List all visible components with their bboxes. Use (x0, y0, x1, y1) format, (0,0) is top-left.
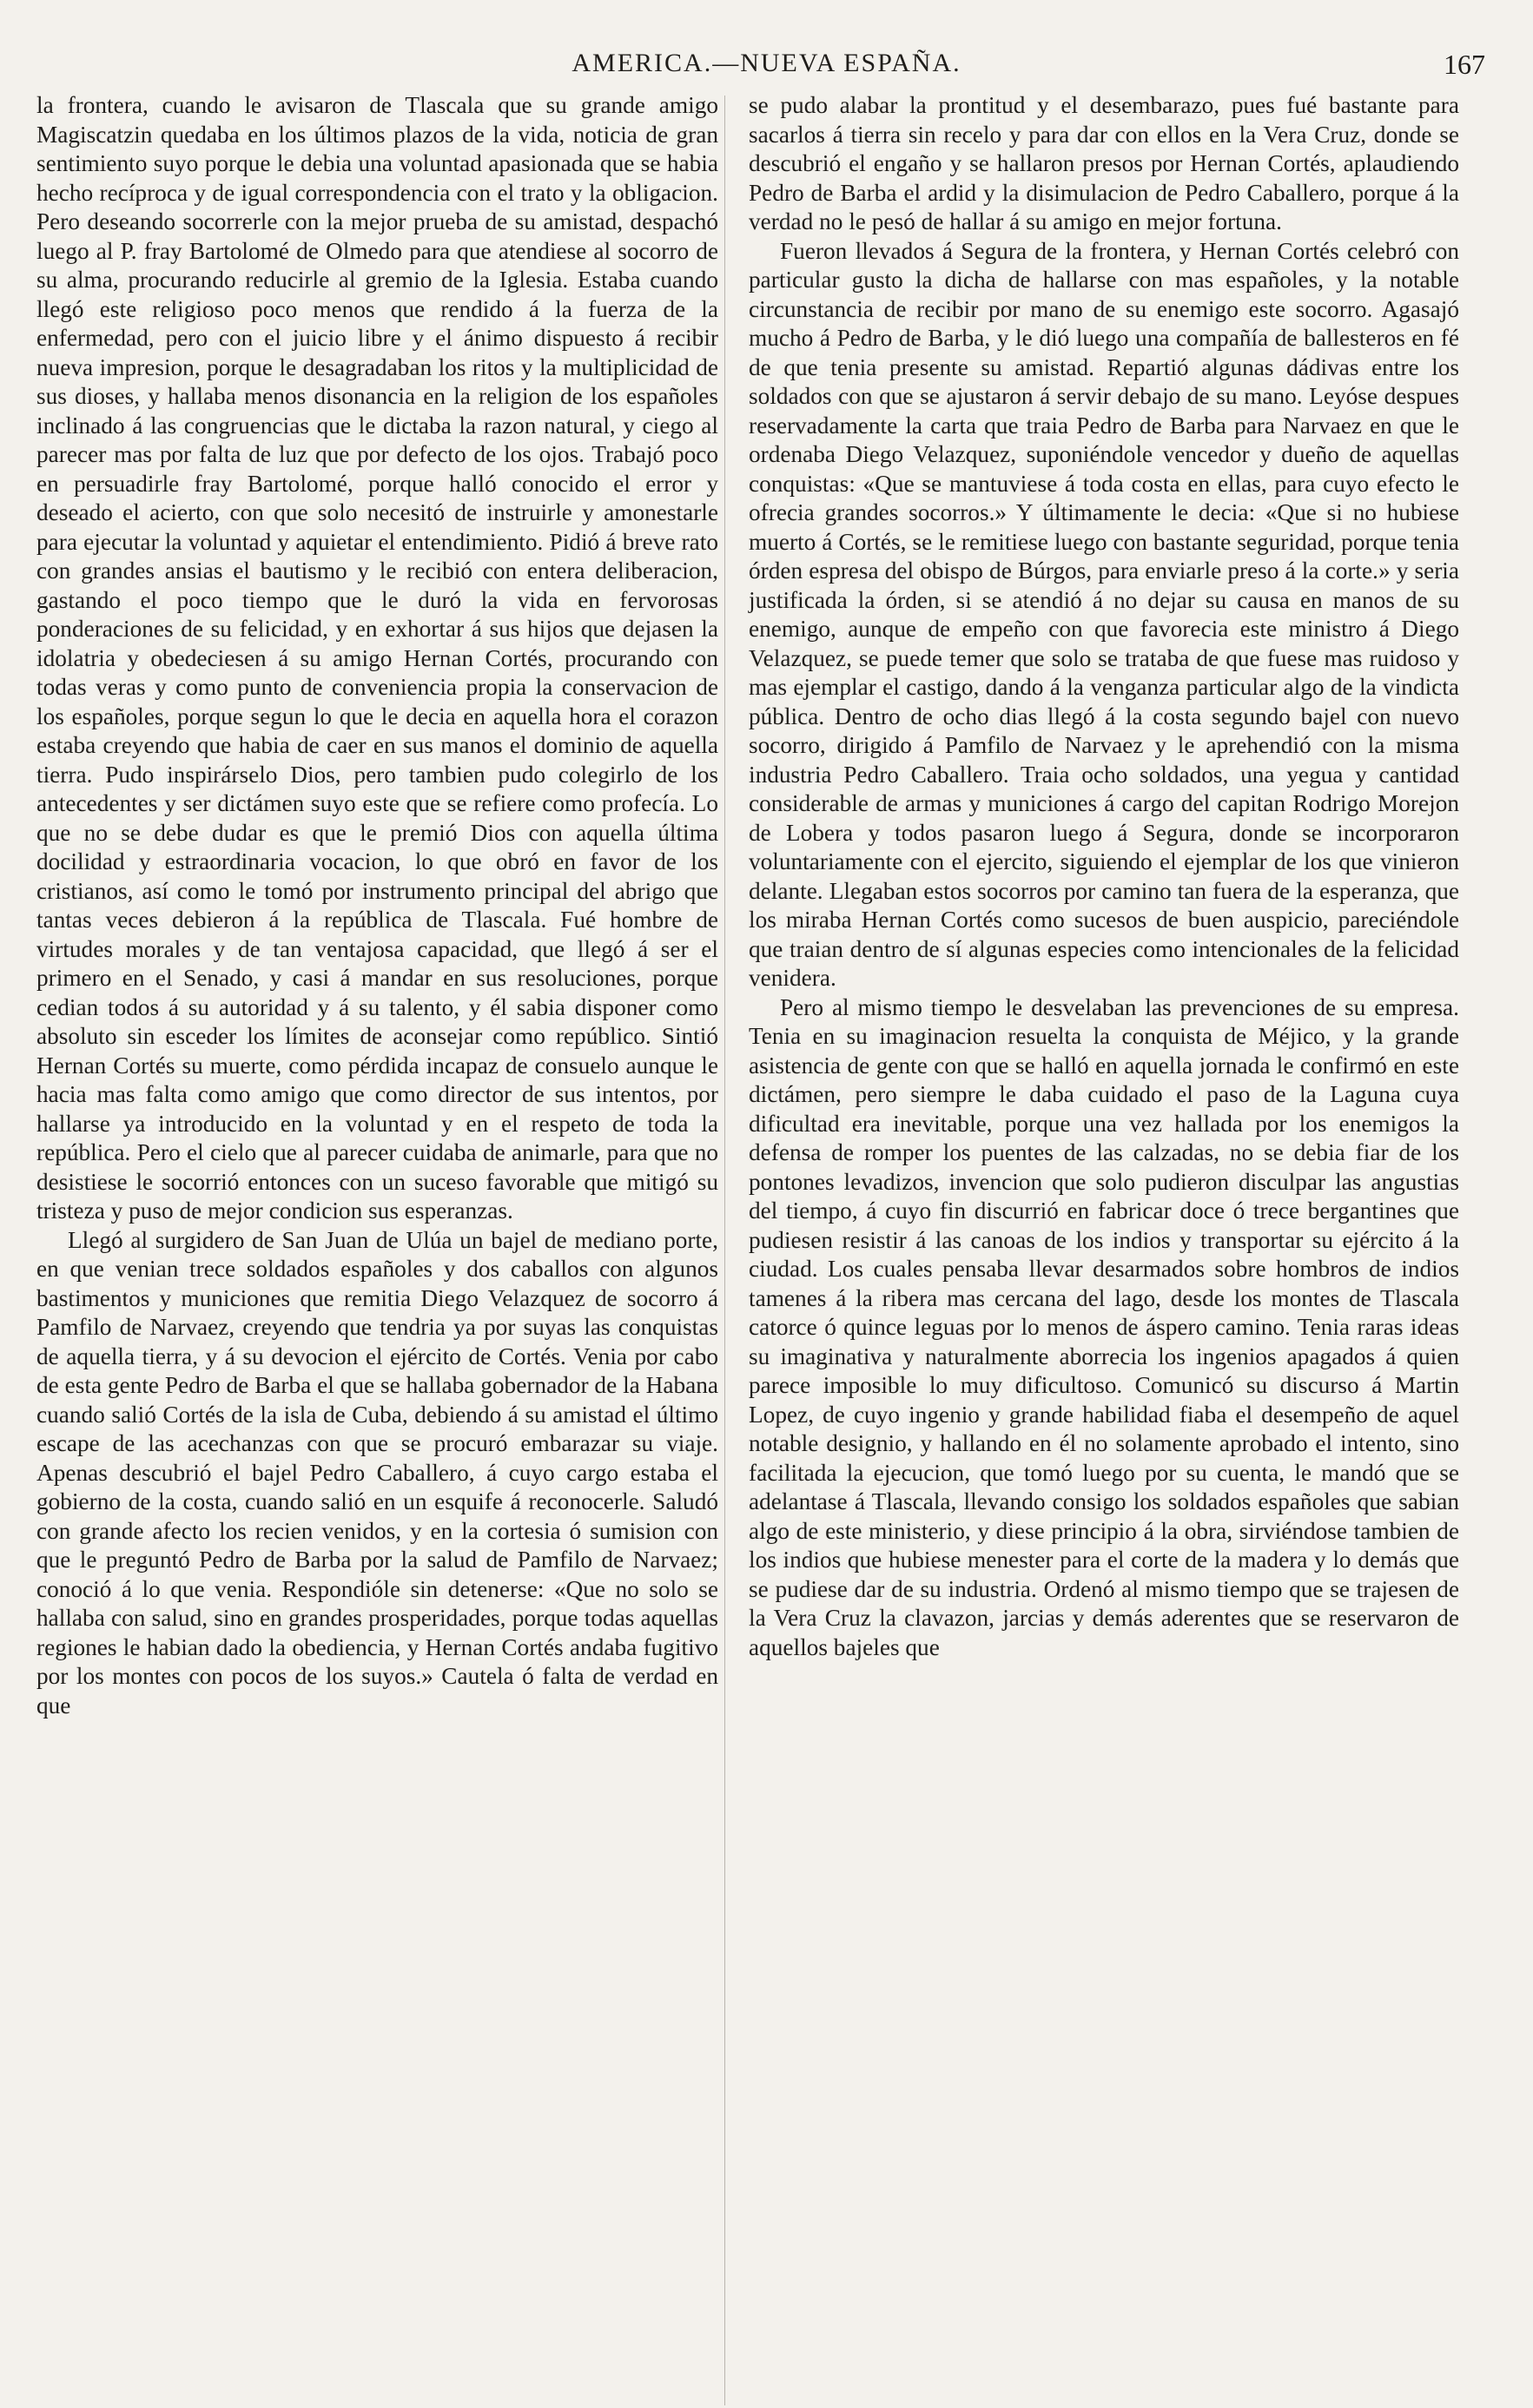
paragraph: la frontera, cuando le avisaron de Tlascala que su grande amigo Magiscatzin quedaba en los últimos plazos de la vida, noticia de gran sentimiento suyo porque le debia una voluntad apasionada que se habia hecho recíproca y de igual correspondencia con el trato y la obligacion. Pero deseando socorrerle con la mejor prueba de su amistad, despachó luego al P. fray Bartolomé de Olmedo para que atendiese al socorro de su alma, procurando reducirle al gremio de la Iglesia. Estaba cuando llegó este religioso poco menos que rendido á la fuerza de la enfermedad, pero con el juicio libre y el ánimo dispuesto á recibir nueva impresion, porque le desagradaban los ritos y la multiplicidad de sus dioses, y hallaba menos disonancia en la religion de los españoles inclinado á las congruencias que le dictaba la razon natural, y ciego al parecer mas por falta de luz que por defecto de los ojos. Trabajó poco en persuadirle fray Bartolomé, porque halló conocido el error y deseado el acierto, con que solo necesitó de instruirle y amonestarle para ejecutar la voluntad y aquietar el entendimiento. Pidió á breve rato con grandes ansias el bautismo y le recibió con entera deliberacion, gastando el poco tiempo que le duró la vida en fervorosas ponderaciones de su felicidad, y en exhortar á sus hijos que dejasen la idolatria y obedeciesen á su amigo Hernan Cortés, procurando con todas veras y como punto de conveniencia propia la conservacion de los españoles, porque segun lo que le decia en aquella hora el corazon estaba creyendo que habia de caer en sus manos el dominio de aquella tierra. Pudo inspirárselo Dios, pero tambien pudo colegirlo de los antecedentes y ser dictámen suyo este que se refiere como profecía. Lo que no se debe dudar es que le premió Dios con aquella última docilidad y estraordinaria vocacion, lo que obró en favor de los cristianos, así como le tomó por instrumento principal del abrigo que tantas veces debieron á la república de Tlascala. Fué hombre de virtudes morales y de tan ventajosa capacidad, que llegó á ser el primero en el Senado, y casi á mandar en sus resoluciones, porque cedian todos á su autoridad y á su talento, y él sabia disponer como absoluto sin esceder los límites de aconsejar como repúblico. Sintió Hernan Cortés su muerte, como pérdida incapaz de consuelo aunque le hacia mas falta como amigo que como director de sus intentos, por hallarse ya introducido en la voluntad y en el respeto de toda la república. Pero el cielo que al parecer cuidaba de animarle, para que no desistiese le socorrió entonces con un suceso favorable que mitigó su tristeza y puso de mejor condicion sus esperanzas. (36, 92, 718, 1224)
column-divider (724, 96, 725, 2405)
paragraph: se pudo alabar la prontitud y el desembarazo, pues fué bastante para sacarlos á tierra sin recelo y para dar con ellos en la Vera Cruz, donde se descubrió el engaño y se hallaron presos por Hernan Cortés, aplaudiendo Pedro de Barba el ardid y la disimulacion de Pedro Caballero, porque á la verdad no le pesó de hallar á su amigo en mejor fortuna. (749, 92, 1459, 234)
page-number: 167 (1444, 49, 1485, 80)
left-column (36, 91, 718, 1720)
right-column (749, 91, 1459, 1662)
paragraph: Llegó al surgidero de San Juan de Ulúa un bajel de mediano porte, en que venian trece soldados españoles y dos caballos con algunos bastimentos y municiones que remitia Diego Velazquez de socorro á Pamfilo de Narvaez, creyendo que tendria ya por suyas las conquistas de aquella tierra, y á su devocion el ejército de Cortés. Venia por cabo de esta gente Pedro de Barba el que se hallaba gobernador de la Habana cuando salió Cortés de la isla de Cuba, debiendo á su amistad el último escape de las acechanzas con que se procuró embarazar su viaje. Apenas descubrió el bajel Pedro Caballero, á cuyo cargo estaba el gobierno de la costa, cuando salió en un esquife á reconocerle. Saludó con grande afecto los recien venidos, y en la cortesia ó sumision con que le preguntó Pedro de Barba por la salud de Pamfilo de Narvaez; conoció á lo que venia. Respondióle sin detenerse: «Que no solo se hallaba con salud, sino en grandes prosperidades, porque todas aquellas regiones le habian dado la obediencia, y Hernan Cortés andaba fugitivo por los montes con pocos de los suyos.» Cautela ó falta de verdad en que (36, 1226, 718, 1719)
running-head (48, 49, 1485, 83)
paragraph: Fueron llevados á Segura de la frontera, y Hernan Cortés celebró con particular gusto la dicha de hallarse con mas españoles, y la notable circunstancia de recibir por mano de su enemigo este socorro. Agasajó mucho á Pedro de Barba, y le dió luego una compañía de ballesteros en fé de que tenia presente su amistad. Repartió algunas dádivas entre los soldados con que se ajustaron á servir debajo de su mano. Leyóse despues reservadamente la carta que traia Pedro de Barba para Narvaez en que le ordenaba Diego Velazquez, suponiéndole vencedor y dueño de aquellas conquistas: «Que se mantuviese á toda costa en ellas, para cuyo efecto le ofrecia grandes socorros.» Y últimamente le decia: «Que si no hubiese muerto á Cortés, se le remitiese luego con bastante seguridad, porque tenia órden espresa del obispo de Búrgos, para enviarle preso á la corte.» y seria justificada la órden, si se atendió á no dejar su causa en manos de su enemigo, aunque de empeño con que favorecia este ministro á Diego Velazquez, se puede temer que solo se trataba de que fuese mas ruidoso y mas ejemplar el castigo, dando á la venganza particular algo de la vindicta pública. Dentro de ocho dias llegó á la costa segundo bajel con nuevo socorro, dirigido á Pamfilo de Narvaez y le aprehendió con la misma industria Pedro Caballero. Traia ocho soldados, una yegua y cantidad considerable de armas y municiones á cargo del capitan Rodrigo Morejon de Lobera y todos pasaron luego á Segura, donde se incorporaron voluntariamente con el ejercito, siguiendo el ejemplar de los que vinieron delante. Llegaban estos socorros por camino tan fuera de la esperanza, que los miraba Hernan Cortés como sucesos de buen auspicio, pareciéndole que traian dentro de sí algunas especies como intencionales de la felicidad venidera. (749, 237, 1459, 991)
paragraph: Pero al mismo tiempo le desvelaban las prevenciones de su empresa. Tenia en su imaginacion resuelta la conquista de Méjico, y la grande asistencia de gente con que se halló en aquella jornada le confirmó en este dictámen, pero siempre le daba cuidado el paso de la Laguna cuya dificultad era inevitable, porque una vez hallada por los enemigos la defensa de romper los puentes de las calzadas, no se debia fiar de los pontones levadizos, invencion que solo pudieron disculpar las angustias del tiempo, á cuyo fin discurrió en fabricar doce ó trece bergantines que pudiesen resistir á las canoas de los indios y transportar su ejército á la ciudad. Los cuales pensaba llevar desarmados sobre hombros de indios tamenes á la ribera mas cercana del lago, desde los montes de Tlascala catorce ó quince leguas por lo menos de áspero camino. Tenia raras ideas su imaginativa y naturalmente aborrecia los ingenios apagados á quien parece imposible lo muy dificultoso. Comunicó su discurso á Martin Lopez, de cuyo ingenio y grande habilidad fiaba el desempeño de aquel notable designio, y hallando en él no solamente aprobado el intento, sino facilitada la ejecucion, que tomó luego por su cuenta, le mandó que se adelantase á Tlascala, llevando consigo los soldados españoles que sabian algo de este ministerio, y diese principio á la obra, sirviéndose tambien de los indios que hubiese menester para el corte de la madera y lo demás que se pudiese dar de su industria. Ordenó al mismo tiempo que se trajesen de la Vera Cruz la clavazon, jarcias y demás aderentes que se reservaron de aquellos bajeles que (749, 993, 1459, 1660)
running-title: AMERICA.—NUEVA ESPAÑA. (572, 49, 961, 77)
